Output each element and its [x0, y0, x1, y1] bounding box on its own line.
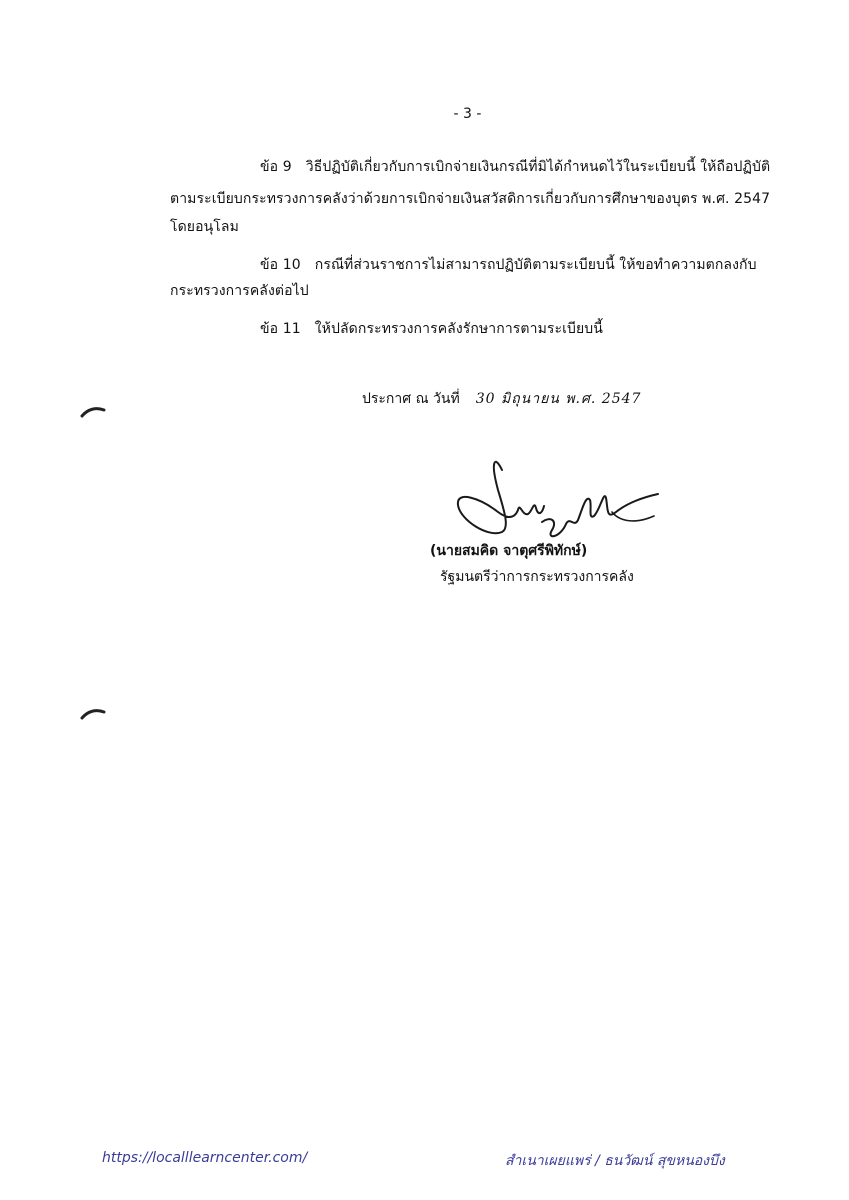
clause-9-line-2: ตามระเบียบกระทรวงการคลังว่าด้วยการเบิกจ่ายเงินสวัสดิการเกี่ยวกับการศึกษาของบุตร พ.ศ. 2547	[170, 191, 771, 207]
clause-9-text-1: วิธีปฏิบัติเกี่ยวกับการเบิกจ่ายเงินกรณีที่มิได้กำหนดไว้ในระเบียบนี้ ให้ถือปฏิบัติ	[305, 159, 771, 175]
clause-10-line-1	[260, 254, 757, 276]
handwritten-signature	[440, 450, 670, 550]
clause-10-number: ข้อ 10	[260, 257, 301, 273]
footer-credit: สำเนาเผยแพร่ / ธนวัฒน์ สุขหนองบึง	[505, 1153, 725, 1169]
clause-9-number: ข้อ 9	[260, 159, 292, 175]
clause-11-line-1	[260, 318, 603, 340]
announcement-date: 30 มิถุนายน พ.ศ. 2547	[475, 391, 642, 407]
page-number: - 3 -	[453, 106, 482, 122]
punch-hole-mark-icon	[80, 708, 106, 720]
clause-9-line-3: โดยอนุโลม	[170, 219, 239, 235]
clause-9-line-1	[260, 156, 770, 178]
clause-11-text-1: ให้ปลัดกระทรวงการคลังรักษาการตามระเบียบนี้	[314, 321, 603, 337]
clause-10-text-1: กรณีที่ส่วนราชการไม่สามารถปฏิบัติตามระเบียบนี้ ให้ขอทำความตกลงกับ	[314, 257, 757, 273]
punch-hole-mark-icon	[80, 406, 106, 418]
footer-url-link[interactable]: https://localllearncenter.com/	[102, 1150, 308, 1166]
announcement-prefix: ประกาศ ณ วันที่	[362, 391, 460, 407]
signatory-title: รัฐมนตรีว่าการกระทรวงการคลัง	[440, 569, 634, 585]
announcement-line	[362, 388, 641, 410]
signatory-name: (นายสมคิด จาตุศรีพิทักษ์)	[430, 543, 588, 559]
clause-11-number: ข้อ 11	[260, 321, 301, 337]
clause-10-line-2: กระทรวงการคลังต่อไป	[170, 283, 309, 299]
